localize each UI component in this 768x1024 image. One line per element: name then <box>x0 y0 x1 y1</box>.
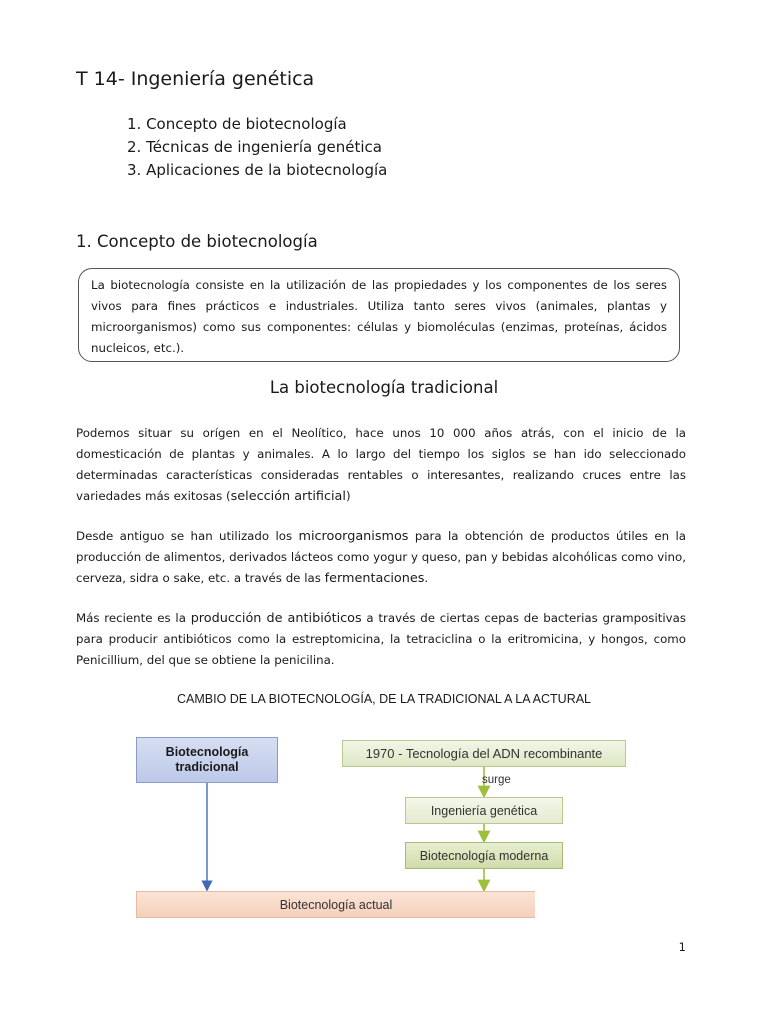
definition-box: La biotecnología consiste en la utilización de las propiedades y los componentes de los seres vivos para fines prácticos e industriales. Utiliza tanto seres vivos (animales, plantas y microorganismos) como sus componentes: células y biomoléculas (enzimas, proteínas, ácidos nucleicos, etc.). <box>78 268 680 362</box>
page-number: 1 <box>678 940 686 954</box>
box-recombinant-dna: 1970 - Tecnología del ADN recombinante <box>342 740 626 767</box>
paragraph-text: para la obtención de productos útiles en la producción de alimentos, derivados lácteos como yogur y queso, pan y bebidas alcohólicas como vino, cerveza, sidra o sake, etc. a través de las <box>76 529 686 585</box>
toc-item: 1. Concepto de biotecnología <box>127 115 347 133</box>
document-title: T 14- Ingeniería genética <box>76 68 315 90</box>
section-title: 1. Concepto de biotecnología <box>76 232 318 251</box>
paragraph-text: ) <box>345 489 351 503</box>
label-surge: surge <box>482 774 511 786</box>
paragraph-origin <box>76 423 686 507</box>
subsection-title: La biotecnología tradicional <box>269 378 499 397</box>
paragraph-text: Más reciente es la <box>76 611 191 625</box>
paragraph-text: . <box>424 571 429 585</box>
toc-item: 3. Aplicaciones de la biotecnología <box>127 161 388 179</box>
paragraph-microorganisms <box>76 526 686 589</box>
highlight-term: selección artificial <box>230 489 346 504</box>
table-of-contents <box>127 113 387 182</box>
diagram-caption: CAMBIO DE LA BIOTECNOLOGÍA, DE LA TRADICIONAL A LA ACTURAL <box>176 692 592 706</box>
highlight-term: microorganismos <box>298 529 409 544</box>
box-modern-biotech: Biotecnología moderna <box>405 842 563 869</box>
box-current-biotech: Biotecnología actual <box>136 891 535 918</box>
toc-item: 2. Técnicas de ingeniería genética <box>127 138 382 156</box>
paragraph-text: Podemos situar su orígen en el Neolítico, hace unos 10 000 años atrás, con el inicio de la domesticación de plantas y animales. A lo largo del tiempo los siglos se han ido seleccionado determinadas características consideradas rentables o interesantes, realizando cruces entre las variedades más exitosas ( <box>76 426 686 503</box>
paragraph-text: Desde antiguo se han utilizado los <box>76 529 299 543</box>
box-traditional-biotech: Biotecnología tradicional <box>136 737 278 783</box>
highlight-term: fermentaciones <box>324 571 425 586</box>
highlight-term: producción de antibióticos <box>190 611 362 626</box>
paragraph-antibiotics <box>76 608 686 671</box>
paragraph-text: a través de ciertas cepas de bacterias grampositivas para producir antibióticos como la estreptomicina, la tetraciclina o la eritromicina, y hongos, como Penicillium, del que se obtiene la penicilina. <box>76 611 686 667</box>
box-genetic-engineering: Ingeniería genética <box>405 797 563 824</box>
